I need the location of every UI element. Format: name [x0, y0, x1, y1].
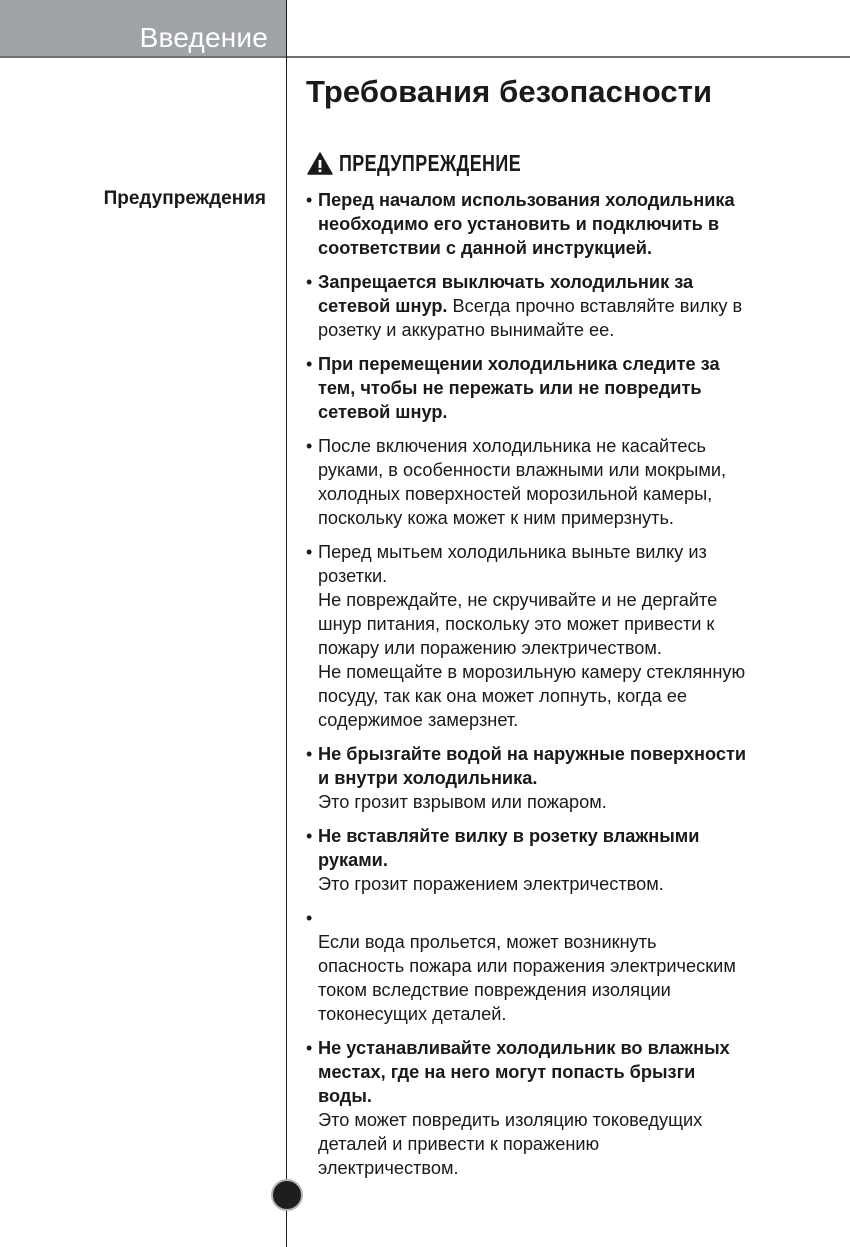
item-text: током вследствие повреждения изоляции [318, 980, 671, 1000]
section-title: Введение [139, 22, 268, 53]
item-text: тем, чтобы не пережать или не повредить [318, 378, 702, 398]
bullet: • [306, 1038, 313, 1058]
item-text: необходимо его установить и подключить в [318, 214, 720, 234]
item-text: воды. [318, 1086, 372, 1106]
item-text: токонесущих деталей. [318, 1004, 507, 1024]
item-text: Не брызгайте водой на наружные поверхности [318, 744, 747, 764]
bullet: • [306, 436, 313, 456]
bullet: • [306, 272, 313, 292]
item-text: Не вставляйте вилку в розетку влажными [318, 826, 700, 846]
item-text: сетевой шнур. [318, 402, 448, 422]
item-text: электричеством. [318, 1158, 459, 1178]
item-text: холодных поверхностей морозильной камеры, [318, 484, 713, 504]
item-text: посуду, так как она может лопнуть, когда ее [318, 686, 688, 706]
item-text: поскольку кожа может к ним примерзнуть. [318, 508, 674, 528]
warning-item [306, 434, 826, 530]
item-text: Не устанавливайте холодильник во влажных [318, 1038, 730, 1058]
item-text: опасность пожара или поражения электрическим [318, 956, 736, 976]
page-marker-circle-icon [271, 1179, 303, 1211]
item-text: Перед началом использования холодильника [318, 190, 735, 210]
warning-item [306, 906, 826, 1026]
warning-item [306, 270, 826, 342]
side-label-warnings: Предупреждения [103, 188, 266, 209]
item-text: Это грозит взрывом или пожаром. [318, 792, 607, 812]
page-title: Требования безопасности [306, 74, 713, 109]
item-text: и внутри холодильника. [318, 768, 538, 788]
item-text: пожару или поражению электричеством. [318, 638, 662, 658]
bullet: • [306, 826, 313, 846]
bullet: • [306, 542, 313, 562]
item-text: местах, где на него могут попасть брызги [318, 1062, 696, 1082]
item-text: соответствии с данной инструкцией. [318, 238, 653, 258]
bullet: • [306, 354, 313, 374]
item-text: При перемещении холодильника следите за [318, 354, 720, 374]
item-text: Запрещается выключать холодильник за [318, 272, 694, 292]
item-text: Это грозит поражением электричеством. [318, 874, 664, 894]
warning-heading [307, 150, 572, 177]
item-text: руками, в особенности влажными или мокрыми, [318, 460, 727, 480]
item-text: Если вода прольется, может возникнуть [318, 932, 657, 952]
warning-item [306, 188, 826, 260]
item-text: розетку и аккуратно вынимайте ее. [318, 320, 615, 340]
column-divider [286, 0, 287, 1247]
header-divider [0, 56, 850, 58]
item-text: розетки. [318, 566, 388, 586]
warning-item [306, 824, 826, 896]
bullet: • [306, 744, 313, 764]
item-text: Всегда прочно вставляйте вилку в [447, 296, 743, 316]
section-header-band [0, 0, 286, 56]
item-text: шнур питания, поскольку это может привести к [318, 614, 715, 634]
item-text: Это может повредить изоляцию токоведущих [318, 1110, 703, 1130]
item-text: деталей и привести к поражению [318, 1134, 600, 1154]
item-text: Не помещайте в морозильную камеру стеклянную [318, 662, 746, 682]
warning-triangle-icon [307, 152, 333, 175]
warning-item [306, 1036, 826, 1180]
item-text: руками. [318, 850, 388, 870]
warning-item [306, 540, 826, 732]
item-text: сетевой шнур. [318, 296, 448, 316]
bullet: • [306, 190, 313, 210]
bullet: • [306, 908, 313, 928]
warnings-list [306, 188, 826, 1190]
item-text: Не повреждайте, не скручивайте и не дергайте [318, 590, 718, 610]
warning-label: ПРЕДУПРЕЖДЕНИЕ [339, 150, 522, 176]
warning-item [306, 352, 826, 424]
item-text: содержимое замерзнет. [318, 710, 519, 730]
item-text: Перед мытьем холодильника выньте вилку из [318, 542, 707, 562]
warning-item [306, 742, 826, 814]
item-text: После включения холодильника не касайтесь [318, 436, 707, 456]
item-text-empty [318, 906, 826, 930]
